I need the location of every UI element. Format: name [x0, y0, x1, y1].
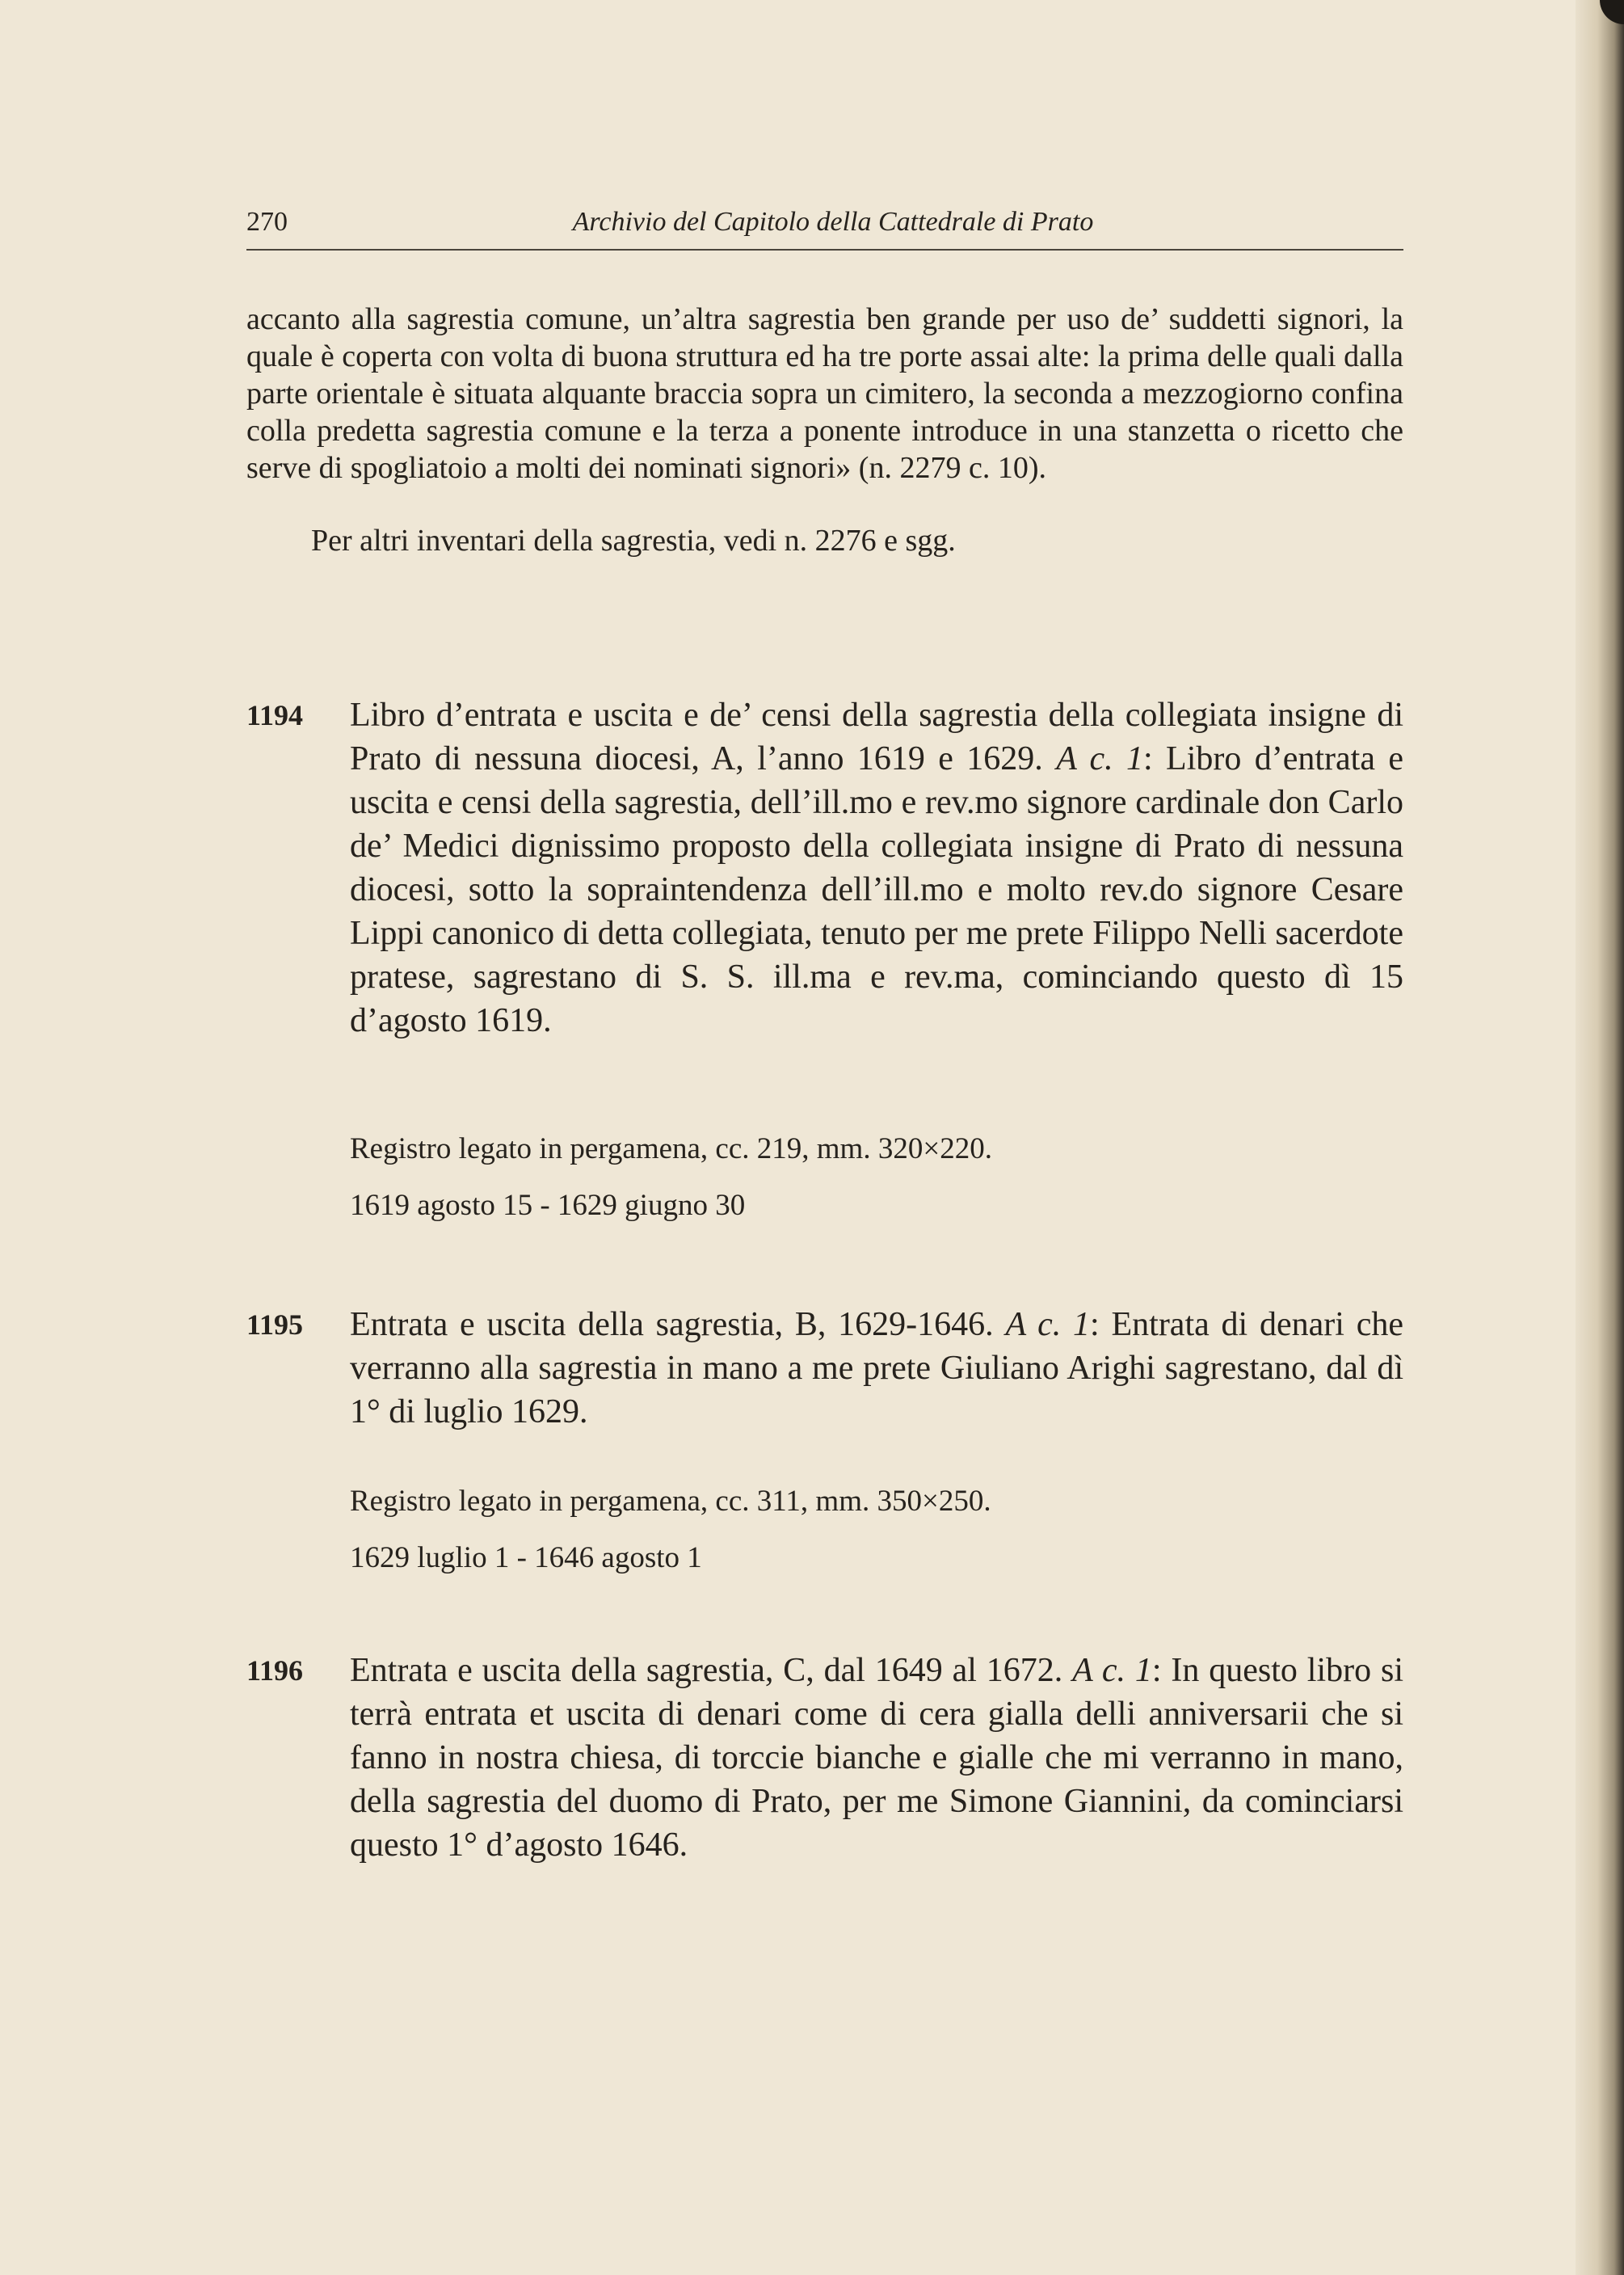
entry-body	[350, 1303, 1403, 1434]
entry-number: 1196	[246, 1654, 304, 1687]
entry-description: Registro legato in pergamena, cc. 311, mm. 350×250.	[350, 1485, 991, 1518]
page-header	[246, 207, 1403, 251]
intro-note: Per altri inventari della sagrestia, vedi n. 2276 e sgg.	[311, 524, 956, 558]
entry-body	[350, 693, 1403, 1043]
entry-ref: A c. 1	[1072, 1652, 1152, 1689]
entry-ref: A c. 1	[1056, 740, 1143, 777]
entry-title: Libro d’entrata e uscita e de’ censi della sagrestia della collegiata insigne di Prato di nessuna diocesi, A, l’anno 1619 e 1629.	[350, 697, 1403, 777]
entry-text: : In questo libro si terrà entrata et uscita di denari come di cera gialla delli anniversarii che si fanno in nostra chiesa, di torccie bianche e gialle che mi verranno in mano, della sagrestia del duomo di Prato, per me Simone Giannini, da cominciarsi questo 1° d’agosto 1646.	[350, 1652, 1403, 1864]
entry-number: 1194	[246, 699, 304, 731]
entry-description: Registro legato in pergamena, cc. 219, mm. 320×220.	[350, 1132, 992, 1165]
running-title: Archivio del Capitolo della Cattedrale di Prato	[572, 207, 1094, 237]
intro-paragraph: accanto alla sagrestia comune, un’altra sagrestia ben grande per uso de’ suddetti signori, la quale è coperta con volta di buona struttura ed ha tre porte assai alte: la prima delle quali dalla parte orientale è situata alquante braccia sopra un cimitero, la seconda a mezzogiorno confina colla predetta sagrestia comune e la terza a ponente introduce in una stanzetta o ricetto che serve di spogliatoio a molti dei nominati signori» (n. 2279 c. 10).	[246, 302, 1403, 485]
entry-dates: 1619 agosto 15 - 1629 giugno 30	[350, 1189, 746, 1222]
entry-title: Entrata e uscita della sagrestia, B, 1629-1646.	[350, 1306, 994, 1343]
entry-title: Entrata e uscita della sagrestia, C, dal 1649 al 1672.	[350, 1652, 1063, 1689]
page-number: 270	[246, 207, 288, 237]
entry-ref: A c. 1	[1005, 1306, 1091, 1343]
entry-body	[350, 1649, 1403, 1867]
book-gutter-shadow	[1576, 0, 1624, 2275]
entry-text: : Libro d’entrata e uscita e censi della sagrestia, dell’ill.mo e rev.mo signore cardinale don Carlo de’ Medici dignissimo proposto della collegiata insigne di Prato di nessuna diocesi, sotto la sopraintendenza dell’ill.mo e molto rev.do signore Cesare Lippi canonico di detta collegiata, tenuto per me prete Filippo Nelli sacerdote pratese, sagrestano di S. S. ill.ma e rev.ma, cominciando questo dì 15 d’agosto 1619.	[350, 740, 1404, 1039]
entry-dates: 1629 luglio 1 - 1646 agosto 1	[350, 1541, 702, 1574]
entry-text: : Entrata di denari che verranno alla sagrestia in mano a me prete Giuliano Arighi sagrestano, dal dì 1° di luglio 1629.	[350, 1306, 1404, 1430]
entry-number: 1195	[246, 1308, 304, 1341]
